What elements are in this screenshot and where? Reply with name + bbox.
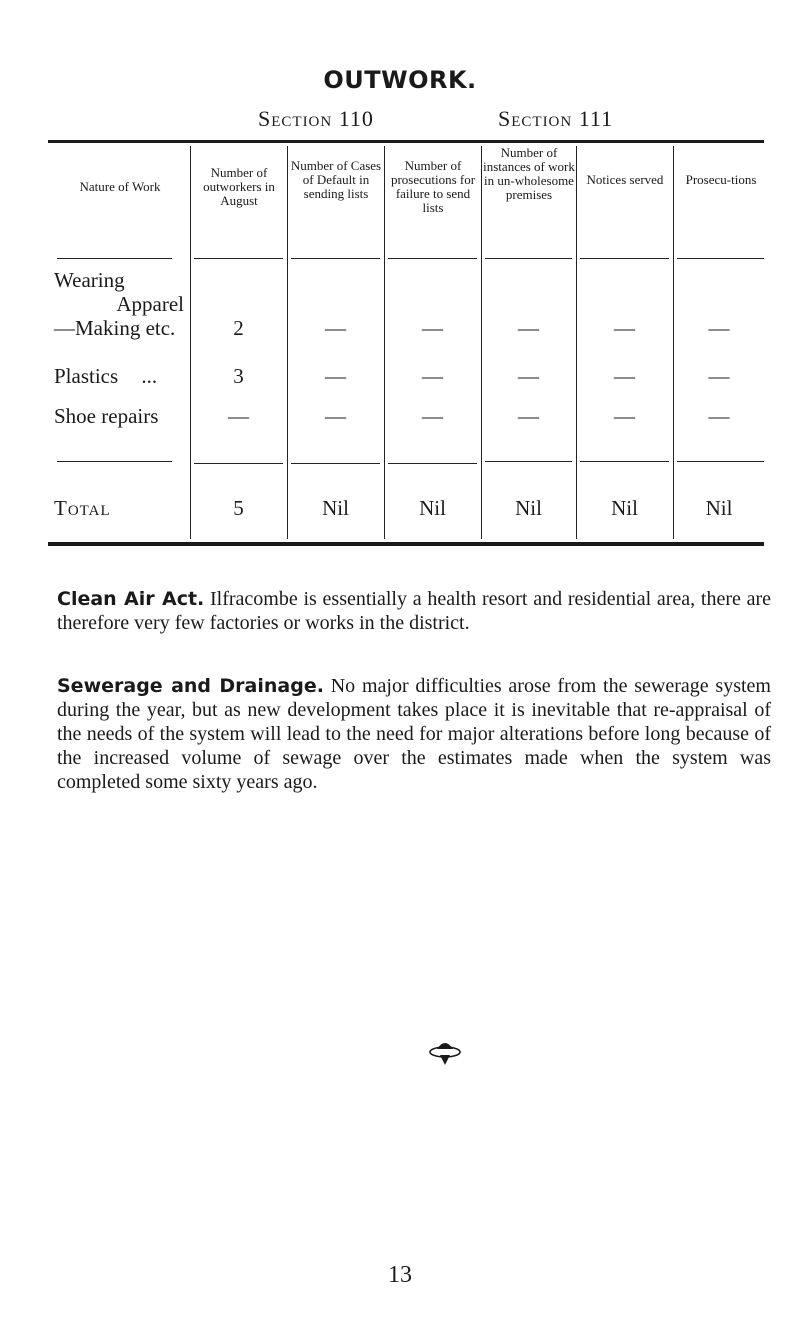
clean-air-paragraph: [57, 587, 771, 635]
page-number: 13: [388, 1262, 412, 1288]
column-divider: [384, 146, 385, 539]
column-divider: [673, 146, 674, 539]
page-title: OUTWORK.: [323, 66, 477, 94]
total-cell: Nil: [611, 496, 638, 520]
table-cell: —: [518, 364, 539, 388]
table-cell: —: [518, 316, 539, 340]
total-cell: Nil: [322, 496, 349, 520]
header-notices-served: Notices served: [586, 172, 664, 187]
column-divider: [576, 146, 577, 539]
row-label-shoe-repairs: Shoe repairs: [54, 404, 159, 428]
row-label-leader: ...: [141, 364, 158, 388]
header-outworkers: Number of outworkers in August: [203, 165, 275, 208]
header-nature-of-work: Nature of Work: [79, 179, 161, 194]
total-cell: Nil: [515, 496, 542, 520]
table-cell: —: [325, 404, 346, 428]
paragraph-text: Ilfracombe is essentially a health resort and residential area, there are therefore very few factories or works in the district.: [57, 588, 772, 634]
section-110-heading: Section 110: [258, 106, 374, 131]
row-label-line: Apparel: [116, 292, 184, 316]
total-cell: Nil: [419, 496, 446, 520]
table-cell: 3: [233, 364, 244, 388]
total-separator: [57, 461, 172, 462]
row-label-line: —Making etc.: [54, 316, 176, 340]
table-cell: —: [708, 404, 730, 428]
section-111-heading: Section 111: [498, 106, 614, 131]
table-cell: —: [325, 364, 346, 388]
sewerage-paragraph: [57, 674, 771, 794]
paragraph-text: No major difficulties arose from the sewerage system during the year, but as new development takes place it is inevitable that re-appraisal of the needs of the system will lead to the need for major alterations before long because of the increased volume of sewage over the estimates made when the system was completed some sixty years ago.: [57, 675, 771, 793]
header-underline: [291, 258, 380, 259]
table-top-rule: [48, 140, 764, 143]
table-cell: —: [228, 404, 249, 428]
header-unwholesome-premises: Number of instances of work in un-wholesome premises: [483, 145, 575, 202]
table-cell: —: [422, 364, 443, 388]
table-cell: —: [422, 404, 443, 428]
total-separator: [291, 463, 380, 464]
header-prosecutions: Prosecu-tions: [685, 172, 757, 187]
table-cell: —: [614, 316, 635, 340]
header-underline: [57, 258, 172, 259]
total-cell: Nil: [705, 496, 733, 520]
column-divider: [481, 146, 482, 539]
header-underline: [580, 258, 669, 259]
table-cell: —: [422, 316, 443, 340]
header-underline: [677, 258, 764, 259]
row-label-line: Wearing: [54, 268, 125, 292]
total-separator: [485, 461, 572, 462]
header-cases-of-default: Number of Cases of Default in sending lists: [290, 158, 382, 201]
paragraph-lead: Clean Air Act.: [57, 588, 205, 610]
paragraph-lead: Sewerage and Drainage.: [57, 675, 324, 697]
header-prosecutions-failure: Number of prosecutions for failure to send lists: [390, 158, 476, 215]
column-divider: [287, 146, 288, 539]
total-label: Total: [54, 496, 111, 520]
table-bottom-rule: [48, 542, 764, 546]
total-separator: [388, 463, 477, 464]
row-label-wearing-apparel: [54, 268, 184, 340]
header-underline: [194, 258, 283, 259]
table-cell: —: [518, 404, 539, 428]
column-divider: [190, 146, 191, 539]
table-cell: —: [614, 404, 635, 428]
total-separator: [580, 461, 669, 462]
header-underline: [388, 258, 477, 259]
total-separator: [194, 463, 283, 464]
table-cell: —: [708, 316, 730, 340]
table-cell: —: [614, 364, 635, 388]
row-label-text: Plastics: [54, 364, 119, 388]
table-cell: 2: [233, 316, 244, 340]
row-label-plastics: [54, 364, 157, 388]
table-cell: —: [325, 316, 346, 340]
total-separator: [677, 461, 764, 462]
total-cell: 5: [233, 496, 244, 520]
decorative-emblem-icon: [428, 1038, 462, 1071]
table-cell: —: [708, 364, 730, 388]
header-underline: [485, 258, 572, 259]
